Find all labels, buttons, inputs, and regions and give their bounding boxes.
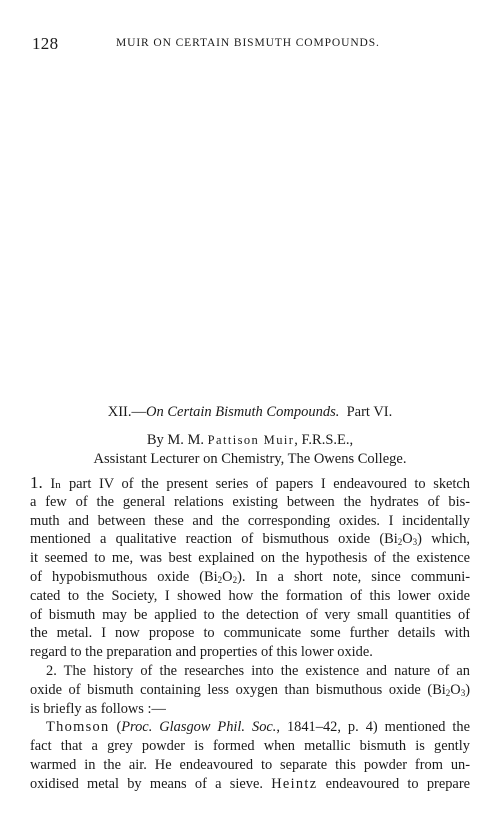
text-line	[30, 718, 470, 737]
text-line: is briefly as follows :—	[30, 700, 166, 717]
drop-cap: I	[50, 476, 56, 492]
text-run: )	[465, 681, 470, 698]
citation-italic: Proc. Glasgow Phil. Soc.	[121, 719, 277, 736]
text-line	[30, 568, 470, 587]
text-run: , 1841–42, p. 4) mentioned the	[276, 719, 470, 736]
text-line: warmed in the air. He endeavoured to separate this powder from un-	[30, 756, 470, 773]
text-line	[30, 681, 470, 700]
text-line	[30, 474, 470, 493]
running-title: MUIR ON CERTAIN BISMUTH COMPOUNDS.	[116, 37, 380, 49]
text-run: O	[402, 531, 413, 548]
person-name: Heintz	[271, 775, 318, 792]
text-run: endeavoured to prepare	[317, 775, 471, 792]
author-prefix: By M. M.	[146, 432, 208, 448]
text-run: part IV of the present series of papers I endeavoured to sketch	[61, 476, 470, 492]
text-line: muth and between these and the corresponding oxides. I incidentally	[30, 512, 470, 529]
title-number: XII.—	[107, 404, 146, 420]
subscript: 2	[232, 574, 238, 585]
subscript: 2	[445, 687, 451, 698]
text-line	[30, 775, 470, 794]
subscript: 2	[397, 537, 403, 548]
running-header	[32, 34, 468, 54]
author-affiliation: Assistant Lecturer on Chemistry, The Owens College.	[93, 451, 407, 467]
article-title	[0, 404, 500, 421]
title-part: Part VI.	[346, 404, 393, 420]
text-line: the metal. I now propose to communicate some further details with	[30, 625, 470, 642]
small-caps: n	[55, 479, 62, 491]
page-number: 128	[32, 34, 59, 53]
text-line: of bismuth may be applied to the detection of very small quantities of	[30, 606, 470, 623]
text-run: of hypobismuthous oxide (Bi	[30, 568, 218, 585]
text-line: cated to the Society, I showed how the formation of this lower oxide	[30, 587, 470, 604]
subscript: 3	[412, 537, 418, 548]
subscript: 3	[460, 687, 466, 698]
text-line: 2. The history of the researches into the existence and nature of an	[46, 662, 470, 679]
subscript: 2	[217, 574, 223, 585]
text-run: oxide of bismuth containing less oxygen than bismuthous oxide (Bi	[30, 681, 446, 698]
person-name: Thomson	[46, 719, 110, 736]
text-run: ). In a short note, since communi-	[237, 568, 470, 585]
text-run: O	[450, 681, 461, 698]
text-line	[30, 530, 470, 549]
article-body	[30, 474, 470, 794]
text-run: mentioned a qualitative reaction of bismuthous oxide (Bi	[30, 531, 398, 548]
text-run: O	[222, 568, 233, 585]
text-line: a few of the general relations existing between the hydrates of bis-	[30, 493, 470, 510]
author-line	[0, 432, 500, 449]
text-run: (	[109, 719, 122, 736]
text-line: it seemed to me, was best explained on the hypothesis of the existence	[30, 550, 470, 567]
text-line: regard to the preparation and properties of this lower oxide.	[30, 644, 373, 661]
text-run: ) which,	[417, 531, 470, 548]
text-line: fact that a grey powder is formed when metallic bismuth is gently	[30, 738, 470, 755]
section-number: 1.	[30, 473, 43, 492]
author-suffix: , F.R.S.E.,	[294, 432, 354, 448]
author-name: Pattison Muir	[207, 433, 295, 447]
title-italic: On Certain Bismuth Compounds.	[146, 404, 340, 420]
text-run: oxidised metal by means of a sieve.	[30, 775, 272, 792]
